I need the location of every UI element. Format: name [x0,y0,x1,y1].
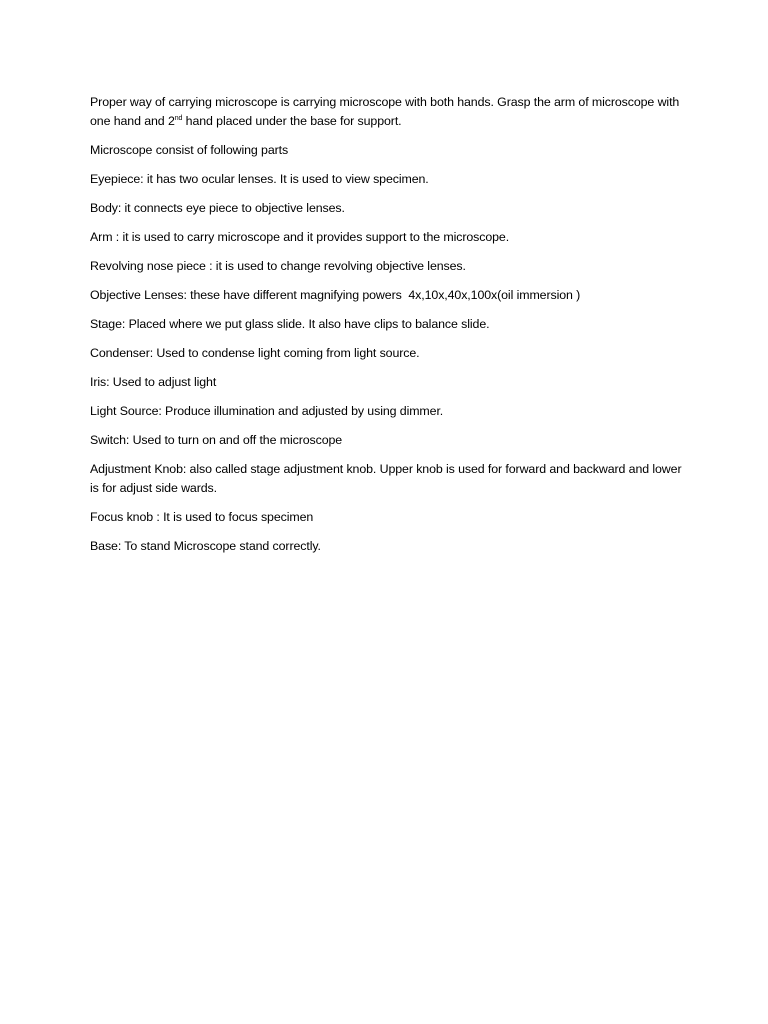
part-arm: Arm : it is used to carry microscope and it provides support to the microscope. [90,230,510,244]
ordinal-superscript: nd [174,115,183,122]
part-switch: Switch: Used to turn on and off the microscope [90,433,343,447]
part-stage: Stage: Placed where we put glass slide. It also have clips to balance slide. [90,317,490,331]
document-page [90,93,690,566]
intro-paragraph [90,93,690,131]
part-iris: Iris: Used to adjust light [90,375,217,389]
part-body: Body: it connects eye piece to objective lenses. [90,201,345,215]
part-condenser: Condenser: Used to condense light coming from light source. [90,346,420,360]
part-revolving-nose-piece: Revolving nose piece : it is used to change revolving objective lenses. [90,259,466,273]
part-adjustment-knob: Adjustment Knob: also called stage adjustment knob. Upper knob is used for forward and backward and lower is for adjust side wards. [90,462,682,495]
parts-heading: Microscope consist of following parts [90,143,289,157]
part-light-source: Light Source: Produce illumination and adjusted by using dimmer. [90,404,444,418]
part-base: Base: To stand Microscope stand correctly. [90,539,321,553]
part-objective-lenses: Objective Lenses: these have different magnifying powers 4x,10x,40x,100x(oil immersion ) [90,288,581,302]
part-focus-knob: Focus knob : It is used to focus specimen [90,510,314,524]
intro-text-start: Proper way of carrying microscope is carrying microscope with both hands. Grasp the arm of microscope with one hand and 2 [90,95,680,128]
intro-text-end: hand placed under the base for support. [182,114,402,128]
part-eyepiece: Eyepiece: it has two ocular lenses. It is used to view specimen. [90,172,429,186]
